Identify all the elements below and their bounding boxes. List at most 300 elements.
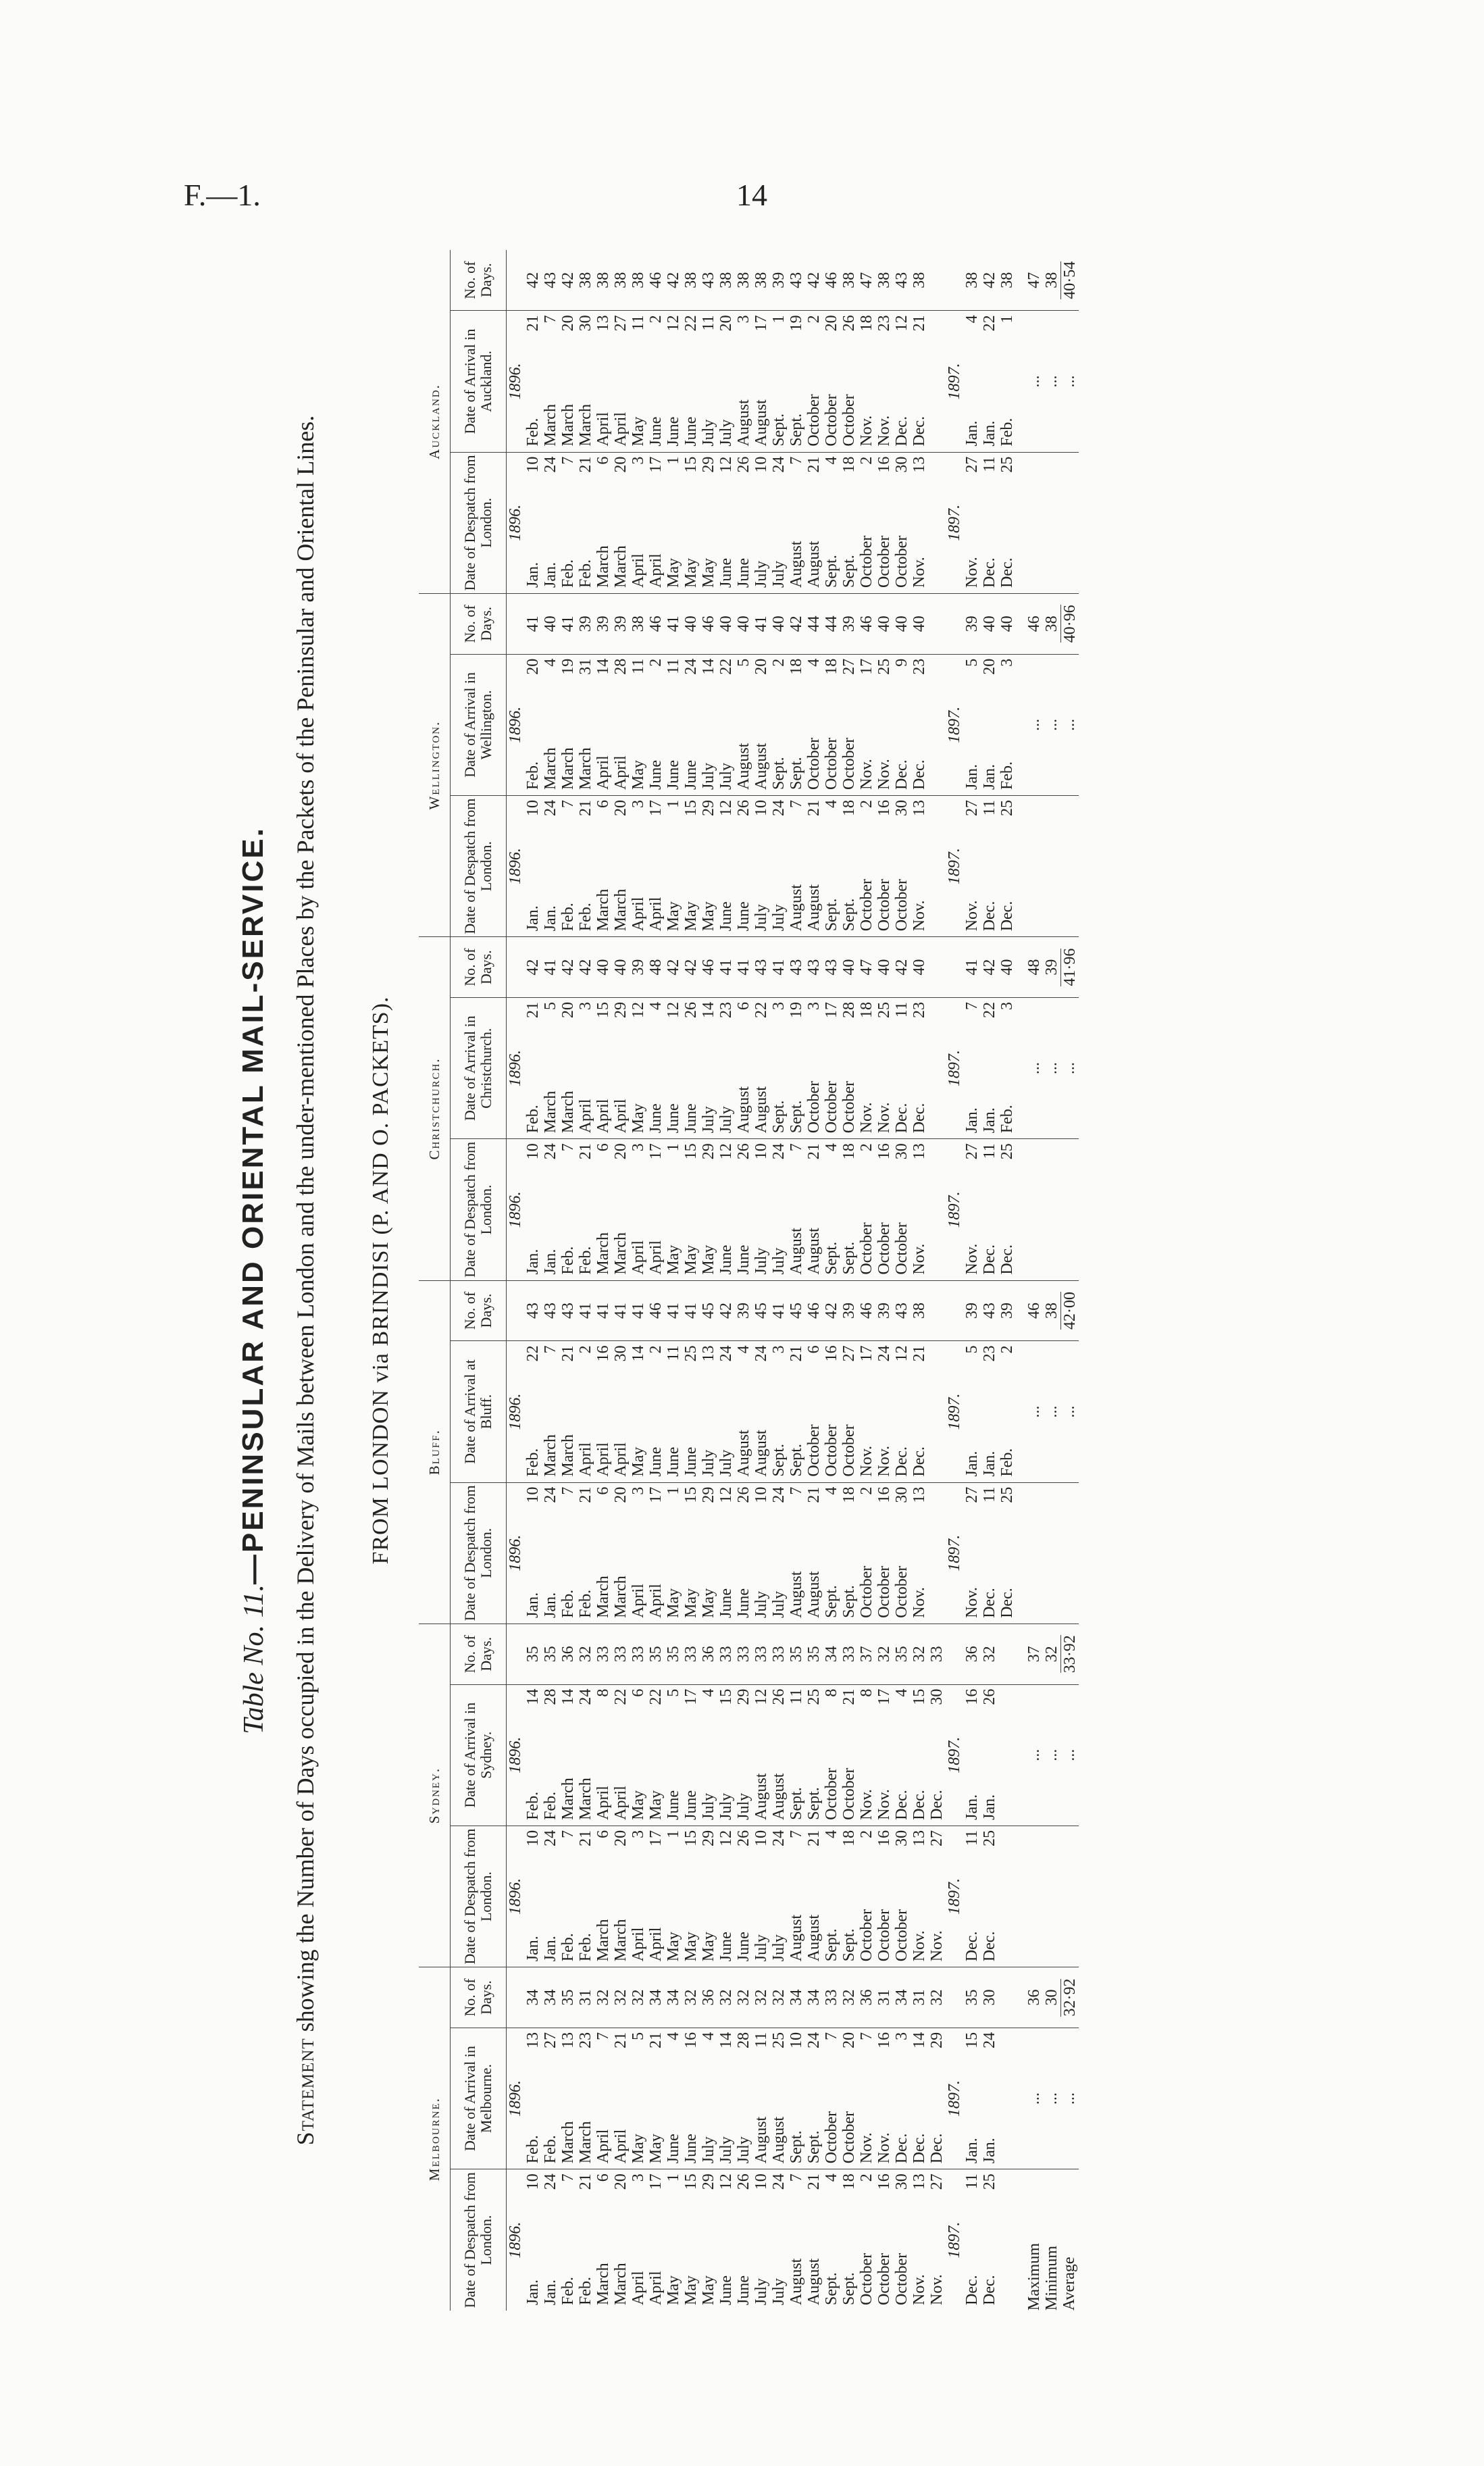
days-cell: 42 [665, 937, 682, 998]
year-arrival: 1896. [507, 997, 525, 1138]
date-pair [998, 1483, 1016, 1624]
date-day: 29 [700, 456, 717, 473]
date-cell [963, 2169, 981, 2311]
date-month: Nov. [875, 759, 893, 790]
date-pair [647, 1341, 665, 1482]
days-cell: 44 [805, 593, 823, 654]
date-pair [981, 1139, 998, 1280]
date-month: June [717, 901, 735, 932]
date-cell [682, 1341, 700, 1482]
date-cell [893, 2169, 911, 2311]
date-month: May [682, 1932, 700, 1962]
date-month: Sept. [840, 2272, 858, 2305]
date-cell [682, 311, 700, 452]
date-day: 15 [682, 1486, 700, 1503]
date-cell [559, 796, 577, 937]
date-day: 21 [577, 1143, 594, 1160]
date-month: July [752, 2278, 770, 2305]
date-cell [682, 1482, 700, 1624]
summary-value-bluff [1060, 1280, 1079, 1341]
date-cell [858, 1139, 875, 1280]
date-month: June [665, 416, 682, 447]
date-cell [823, 452, 840, 593]
statement-text: showing the Number of Days occupied in the Delivery of Mails between London and the under-mentioned Places by the Packets of the Peninsular and Oriental Lines. [292, 415, 319, 2032]
date-day: 24 [770, 1486, 788, 1503]
date-cell [647, 654, 665, 795]
days-cell [928, 250, 946, 311]
date-month: Feb. [524, 1105, 542, 1134]
date-pair [647, 1685, 665, 1826]
date-month: June [682, 1103, 700, 1134]
days-cell: 34 [647, 1967, 665, 2028]
summary-value-auckland [1025, 250, 1043, 311]
col-days-wellington: No. of Days. [451, 593, 507, 654]
date-month: April [612, 1786, 630, 1820]
date-cell [911, 1139, 928, 1280]
date-pair [963, 655, 981, 795]
date-month: April [612, 2129, 630, 2164]
date-day: 30 [928, 1688, 946, 1705]
date-cell [928, 1139, 946, 1280]
date-pair [998, 311, 1016, 451]
summary-dots-text: ... [1060, 2092, 1078, 2105]
date-month: Dec. [893, 759, 911, 790]
date-pair [577, 998, 594, 1138]
date-cell [647, 2028, 665, 2169]
date-day: 15 [682, 1143, 700, 1160]
date-cell [630, 2169, 647, 2311]
date-pair [612, 2028, 630, 2169]
date-month: August [805, 1228, 823, 1275]
date-pair [858, 796, 875, 936]
table-row [594, 250, 612, 2311]
date-pair [981, 311, 998, 451]
date-pair [911, 1139, 928, 1280]
date-month: Feb. [559, 1589, 577, 1618]
date-month: May [682, 1588, 700, 1618]
date-day: 17 [752, 315, 770, 332]
days-cell: 33 [630, 1624, 647, 1684]
date-month: March [612, 1576, 630, 1618]
date-month: March [612, 1232, 630, 1275]
date-day: 15 [963, 2032, 981, 2048]
date-cell [752, 997, 770, 1138]
date-month: August [805, 2258, 823, 2305]
summary-dots-text: ... [1025, 1405, 1043, 1418]
date-day: 28 [735, 2032, 752, 2048]
summary-value-text: 40·54 [1061, 261, 1079, 299]
date-pair [963, 796, 981, 936]
days-cell: 40 [875, 593, 893, 654]
date-pair [612, 1826, 630, 1967]
col-despatch-wellington: Date of Despatch from London. [451, 796, 507, 937]
date-day: 7 [788, 1830, 805, 1838]
days-cell: 32 [752, 1967, 770, 2028]
table-row [823, 250, 840, 2311]
date-month: May [682, 1244, 700, 1275]
days-cell: 32 [594, 1967, 612, 2028]
date-day: 2 [647, 1345, 665, 1354]
date-cell [858, 997, 875, 1138]
date-cell [717, 997, 735, 1138]
date-day: 17 [647, 2173, 665, 2190]
date-month: June [735, 901, 752, 932]
date-pair [875, 1483, 893, 1624]
col-days-christchurch: No. of Days. [451, 937, 507, 998]
date-month: October [858, 1565, 875, 1618]
date-cell [911, 2028, 928, 2169]
summary-dots-text: ... [1025, 718, 1043, 731]
date-day: 4 [823, 1143, 840, 1152]
date-cell [717, 1341, 735, 1482]
city-header-sydney: Sydney. [419, 1624, 451, 1967]
date-cell [858, 796, 875, 937]
date-pair [665, 1483, 682, 1624]
date-month: May [700, 1588, 717, 1618]
date-cell [594, 1139, 612, 1280]
date-day: 29 [700, 1830, 717, 1846]
date-month: Jan. [963, 420, 981, 447]
summary-dots-text: ... [1025, 1748, 1043, 1761]
date-pair [770, 2169, 788, 2311]
summary-value-christchurch [1060, 937, 1079, 998]
date-pair [717, 796, 735, 936]
date-month: Nov. [858, 1445, 875, 1477]
date-day: 25 [875, 1001, 893, 1018]
date-month: June [682, 1446, 700, 1477]
date-cell [682, 2169, 700, 2311]
date-pair [788, 655, 805, 795]
date-cell [928, 311, 946, 452]
date-day: 6 [594, 456, 612, 465]
days-cell: 43 [542, 1280, 559, 1341]
days-cell: 42 [559, 250, 577, 311]
date-day: 16 [875, 2032, 893, 2048]
date-month: Jan. [542, 1249, 559, 1275]
date-cell [665, 452, 682, 593]
date-month: Sept. [823, 898, 840, 932]
date-month: March [542, 404, 559, 447]
summary-value-text: 40·96 [1061, 605, 1079, 643]
date-pair [928, 2028, 946, 2169]
date-cell [893, 1341, 911, 1482]
date-pair [612, 796, 630, 936]
date-pair [700, 655, 717, 795]
date-day: 4 [823, 800, 840, 808]
date-cell [717, 654, 735, 795]
date-cell [612, 1826, 630, 1967]
days-cell: 38 [875, 250, 893, 311]
summary-dots [1025, 1341, 1043, 1482]
date-month: March [542, 1090, 559, 1134]
summary-value-text: 38 [1043, 1302, 1060, 1319]
summary-dots [1025, 997, 1043, 1138]
date-month: Jan. [542, 905, 559, 932]
date-month: Feb. [559, 559, 577, 588]
date-cell [612, 311, 630, 452]
date-day: 20 [823, 315, 840, 332]
days-cell: 47 [858, 937, 875, 998]
date-cell [788, 1482, 805, 1624]
date-cell [682, 1826, 700, 1967]
date-cell [630, 796, 647, 937]
date-day: 21 [805, 800, 823, 816]
date-day: 26 [840, 315, 858, 332]
days-cell: 46 [858, 1280, 875, 1341]
date-cell [752, 2169, 770, 2311]
date-month: Sept. [770, 1443, 788, 1477]
date-day: 15 [682, 456, 700, 473]
date-month: Sept. [805, 2130, 823, 2164]
date-month: October [858, 1222, 875, 1275]
date-cell [875, 1341, 893, 1482]
date-month: Feb. [577, 1589, 594, 1618]
date-cell [735, 654, 752, 795]
summary-dots [1043, 311, 1060, 452]
days-cell: 41 [542, 937, 559, 998]
date-day: 18 [840, 456, 858, 473]
days-cell: 46 [647, 250, 665, 311]
date-cell [542, 1139, 559, 1280]
summary-value-bluff [1025, 1280, 1043, 1341]
date-pair [647, 655, 665, 795]
date-day: 7 [788, 456, 805, 465]
date-pair [542, 311, 559, 451]
date-month: July [717, 2136, 735, 2164]
date-month: May [647, 2134, 665, 2164]
days-cell: 36 [559, 1624, 577, 1684]
date-cell [577, 796, 594, 937]
date-pair [805, 1483, 823, 1624]
date-day: 28 [840, 1001, 858, 1018]
date-month: May [682, 2275, 700, 2305]
date-cell [911, 1826, 928, 1967]
date-pair [770, 655, 788, 795]
date-cell [594, 452, 612, 593]
date-pair [911, 2169, 928, 2311]
days-cell: 39 [630, 937, 647, 998]
table-row [647, 250, 665, 2311]
date-pair [612, 311, 630, 451]
date-pair [911, 998, 928, 1138]
date-month: July [752, 1590, 770, 1618]
summary-row-minimum [1043, 250, 1060, 2311]
days-cell: 38 [577, 250, 594, 311]
date-day: 18 [840, 800, 858, 816]
date-day: 13 [524, 2032, 542, 2048]
date-day: 14 [700, 1001, 717, 1018]
date-day: 23 [875, 315, 893, 332]
date-month: Feb. [577, 2277, 594, 2305]
date-cell [840, 654, 858, 795]
date-month: August [752, 1086, 770, 1134]
date-pair [981, 796, 998, 936]
summary-dots [1043, 2028, 1060, 2169]
date-month: March [542, 747, 559, 790]
date-pair [647, 1483, 665, 1624]
days-cell: 41 [770, 937, 788, 998]
date-month: April [630, 1584, 647, 1618]
date-cell [577, 1482, 594, 1624]
date-cell [594, 997, 612, 1138]
date-day: 7 [823, 2032, 840, 2040]
date-day: 13 [911, 1830, 928, 1846]
table-row [805, 250, 823, 2311]
date-pair [875, 453, 893, 593]
date-month: August [770, 2116, 788, 2164]
date-cell [998, 796, 1016, 937]
date-month: August [788, 2258, 805, 2305]
date-pair [823, 1341, 840, 1482]
days-cell: 41 [717, 937, 735, 998]
date-day: 30 [893, 1486, 911, 1503]
date-day: 16 [963, 1688, 981, 1705]
date-cell [770, 1139, 788, 1280]
date-cell [542, 997, 559, 1138]
date-cell [998, 1684, 1016, 1826]
date-month: October [823, 1767, 840, 1820]
date-day: 13 [911, 456, 928, 473]
date-cell [981, 1482, 998, 1624]
date-month: May [682, 901, 700, 932]
date-month: April [594, 1099, 612, 1134]
date-day: 17 [647, 1143, 665, 1160]
date-cell [665, 796, 682, 937]
days-cell: 39 [577, 593, 594, 654]
date-pair [928, 1826, 946, 1967]
date-month: July [700, 1449, 717, 1477]
date-pair [788, 2169, 805, 2311]
days-cell: 41 [577, 1280, 594, 1341]
date-month: October [858, 1909, 875, 1962]
date-cell [770, 311, 788, 452]
date-month: April [630, 553, 647, 588]
date-cell [893, 1482, 911, 1624]
summary-dots-text: ... [1043, 2092, 1060, 2105]
days-cell: 34 [665, 1967, 682, 2028]
date-pair [840, 1341, 858, 1482]
table-row [981, 250, 998, 2311]
date-month: August [752, 399, 770, 447]
days-cell: 31 [577, 1967, 594, 2028]
date-day: 21 [911, 1345, 928, 1362]
date-month: Dec. [928, 1790, 946, 1820]
table-row [963, 250, 981, 2311]
date-cell [594, 2169, 612, 2311]
separator-cell [1016, 1684, 1025, 1826]
date-pair [700, 1483, 717, 1624]
date-day: 6 [630, 1688, 647, 1697]
date-cell [805, 654, 823, 795]
date-day: 10 [524, 1830, 542, 1846]
date-cell [594, 1482, 612, 1624]
date-month: August [805, 1914, 823, 1962]
date-cell [752, 452, 770, 593]
date-pair [612, 998, 630, 1138]
date-cell [700, 1139, 717, 1280]
date-day: 27 [840, 1345, 858, 1362]
date-pair [717, 2169, 735, 2311]
date-cell [770, 1684, 788, 1826]
date-cell [875, 452, 893, 593]
date-cell [840, 796, 858, 937]
date-day: 20 [612, 800, 630, 816]
separator-cell [1016, 1280, 1025, 1341]
date-pair [735, 1826, 752, 1967]
date-day: 7 [542, 1345, 559, 1354]
date-day: 16 [875, 2173, 893, 2190]
date-day: 10 [752, 1830, 770, 1846]
date-pair [858, 998, 875, 1138]
summary-value-text: 32·92 [1061, 1978, 1079, 2017]
date-day: 21 [577, 1486, 594, 1503]
date-month: July [700, 1106, 717, 1134]
col-despatch-christchurch: Date of Despatch from London. [451, 1139, 507, 1280]
date-cell [840, 452, 858, 593]
date-cell [577, 2169, 594, 2311]
date-day: 26 [735, 2173, 752, 2190]
date-pair [542, 1341, 559, 1482]
days-cell: 32 [682, 1967, 700, 2028]
date-pair [823, 311, 840, 451]
date-pair [612, 453, 630, 593]
days-cell: 40 [893, 593, 911, 654]
date-cell [875, 1826, 893, 1967]
date-cell [577, 997, 594, 1138]
statement-lead: Statement [292, 2038, 319, 2146]
date-pair [630, 1341, 647, 1482]
date-day: 20 [612, 1486, 630, 1503]
date-month: April [577, 1099, 594, 1134]
date-pair [770, 1483, 788, 1624]
date-day: 21 [647, 2032, 665, 2048]
date-cell [840, 311, 858, 452]
date-pair [612, 1139, 630, 1280]
date-day: 15 [594, 1001, 612, 1018]
date-month: June [665, 760, 682, 790]
summary-value-text: 47 [1025, 272, 1043, 288]
date-day: 29 [700, 1486, 717, 1503]
date-day: 7 [963, 1001, 981, 1010]
date-cell [875, 311, 893, 452]
days-cell: 33 [770, 1624, 788, 1684]
days-cell: 33 [823, 1967, 840, 2028]
date-pair [700, 2169, 717, 2311]
date-month: Sept. [805, 1787, 823, 1820]
date-month: March [612, 1919, 630, 1962]
date-cell [981, 1341, 998, 1482]
date-month: July [735, 1792, 752, 1820]
days-cell: 41 [630, 1280, 647, 1341]
date-pair [911, 2028, 928, 2169]
date-pair [981, 655, 998, 795]
days-cell [928, 937, 946, 998]
days-cell: 40 [717, 593, 735, 654]
date-pair [752, 2169, 770, 2311]
date-month: October [823, 2111, 840, 2164]
date-pair [735, 1139, 752, 1280]
date-month: May [630, 760, 647, 790]
date-cell [788, 1139, 805, 1280]
date-day: 4 [823, 1486, 840, 1495]
days-cell: 32 [630, 1967, 647, 2028]
summary-value-text: 38 [1043, 272, 1060, 288]
days-cell: 41 [612, 1280, 630, 1341]
summary-value-text: 46 [1025, 1302, 1043, 1319]
date-cell [963, 311, 981, 452]
separator-row [1016, 250, 1025, 2311]
date-pair [840, 1826, 858, 1967]
